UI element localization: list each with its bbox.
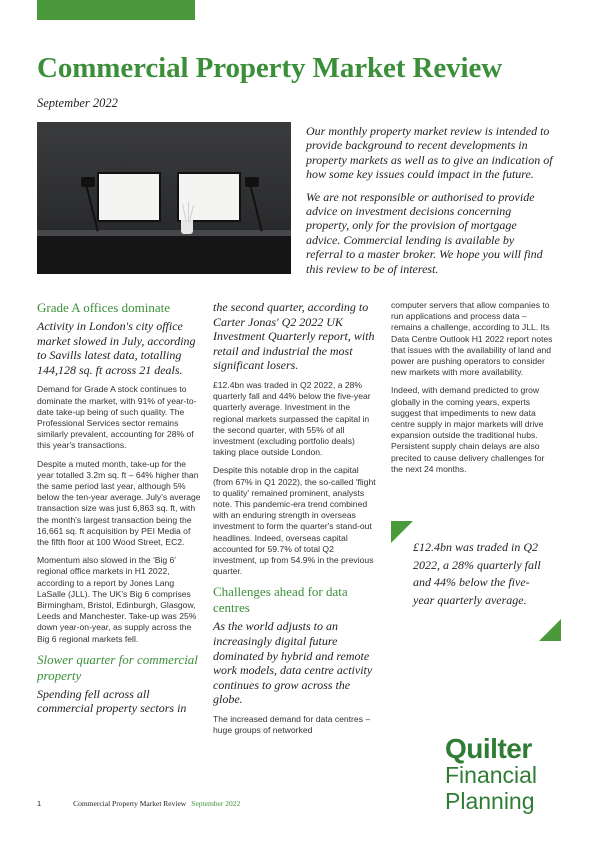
monitor-right bbox=[177, 172, 241, 222]
intro-text bbox=[306, 124, 554, 276]
section-lead: Activity in London's city office market slowed in July, according to Savills latest data, totalling 144,128 sq. ft across 21 deals. bbox=[37, 319, 196, 377]
page-title: Commercial Property Market Review bbox=[37, 52, 503, 84]
footer-date: September 2022 bbox=[191, 799, 241, 808]
lamp-left-head bbox=[81, 177, 95, 187]
lamp-right-head bbox=[245, 177, 259, 187]
section-lead: Spending fell across all commercial property sectors in bbox=[37, 686, 187, 716]
header-tab-decoration bbox=[37, 0, 195, 20]
section-heading: Grade A offices dominate bbox=[37, 300, 170, 315]
column-3 bbox=[391, 300, 555, 482]
section-heading: Slower quarter for commercial property bbox=[37, 651, 198, 683]
page-footer bbox=[37, 799, 240, 808]
body-paragraph: Despite this notable drop in the capital (from 67% in Q1 2022), the so-called 'flight to quality' remained prominent, analysts note. This pandemic-era trend combined with an enduring strength in overseas investment to form the quarter's stand-out headlines. Indeed, overseas capital accounted for 59.7% of total Q2 investment, up from 54.9% in the previous quarter. bbox=[213, 465, 376, 577]
body-paragraph: Despite a muted month, take-up for the year totalled 3.2m sq. ft – 64% higher than the same period last year, although 5% below the ten-year average. July's average transaction size was just 6,863 sq. ft, with the month's largest transaction being the 16,661 sq. ft acquisition by PEI Media of the fifth floor at 100 Wood Street, EC2. bbox=[37, 458, 201, 548]
lamp-right-arm bbox=[249, 184, 263, 231]
corner-triangle-icon bbox=[391, 521, 413, 543]
body-paragraph: Demand for Grade A stock continues to dominate the market, with 91% of year-to-date take-up being of such quality. The Professional Services sector remains similarly prevalent, accounting for 28% of this year's transactions. bbox=[37, 384, 197, 451]
page-number: 1 bbox=[37, 799, 42, 808]
issue-date: September 2022 bbox=[37, 96, 118, 110]
body-paragraph: Indeed, with demand predicted to grow globally in the coming years, experts suggest that impediments to new data centre supply in major markets will drive expansion outside the traditional hubs. Persistent supply chain delays are also precited to cause delivery challenges for the next 24 months. bbox=[391, 385, 545, 474]
column-1 bbox=[37, 300, 201, 723]
column-2 bbox=[213, 300, 377, 743]
section-heading: Challenges ahead for data centres bbox=[213, 584, 348, 616]
footer-title: Commercial Property Market Review bbox=[73, 799, 187, 808]
body-paragraph: Momentum also slowed in the 'Big 6' regional office markets in H1 2022, according to a report by Jones Lang LaSalle (JLL). The UK's Big 6 comprises Birmingham, Bristol, Edinburgh, Glasgow, Leeds and Manchester. Take-up was 25% down year-on-year, as supply across the Big 6 regional markets fell. bbox=[37, 555, 197, 644]
monitor-left bbox=[97, 172, 161, 222]
logo-line: Financial bbox=[445, 762, 538, 788]
body-paragraph: £12.4bn was traded in Q2 2022, a 28% quarterly fall and 44% below the five-year quarterly average. Investment in the regional markets surpassed the capital in the second quarter, with 55% of all investment (excluding portfolio deals) taking place outside London. bbox=[213, 379, 371, 458]
pull-quote: £12.4bn was traded in Q2 2022, a 28% quarterly fall and 44% below the five-year quarterly average. bbox=[413, 540, 541, 607]
office-photo bbox=[37, 122, 291, 274]
desk-front bbox=[37, 236, 291, 274]
pull-quote-box bbox=[391, 521, 561, 641]
logo-line: Quilter bbox=[445, 733, 532, 764]
body-paragraph: computer servers that allow companies to run applications and process data – remains a challenge, according to JLL. Its Data Centre Outlook H1 2022 report notes that issues with the availability of land and power are pushing operators to consider new markets with more availability. bbox=[391, 300, 553, 378]
intro-paragraph: We are not responsible or authorised to provide advice on investment decisions concerning property, only for the provision of mortgage advice. Commercial lending is available by referral to a master broker. We hope you will find this review to be of interest. bbox=[306, 189, 543, 276]
intro-paragraph: Our monthly property market review is intended to provide background to recent developments in property markets as well as to give an indication of how some key issues could impact in the future. bbox=[306, 124, 553, 182]
corner-triangle-icon bbox=[539, 619, 561, 641]
body-paragraph: The increased demand for data centres – huge groups of networked bbox=[213, 713, 371, 736]
logo-line: Planning bbox=[445, 788, 535, 814]
plant-pot bbox=[181, 220, 193, 234]
quilter-logo bbox=[445, 733, 538, 814]
section-lead: As the world adjusts to an increasingly digital future dominated by hybrid and remote work models, data centre activity continues to grow across the globe. bbox=[213, 619, 373, 707]
section-lead-continued: the second quarter, according to Carter Jonas' Q2 2022 UK Investment Quarterly report, with retail and industrial the most significant losers. bbox=[213, 300, 375, 373]
